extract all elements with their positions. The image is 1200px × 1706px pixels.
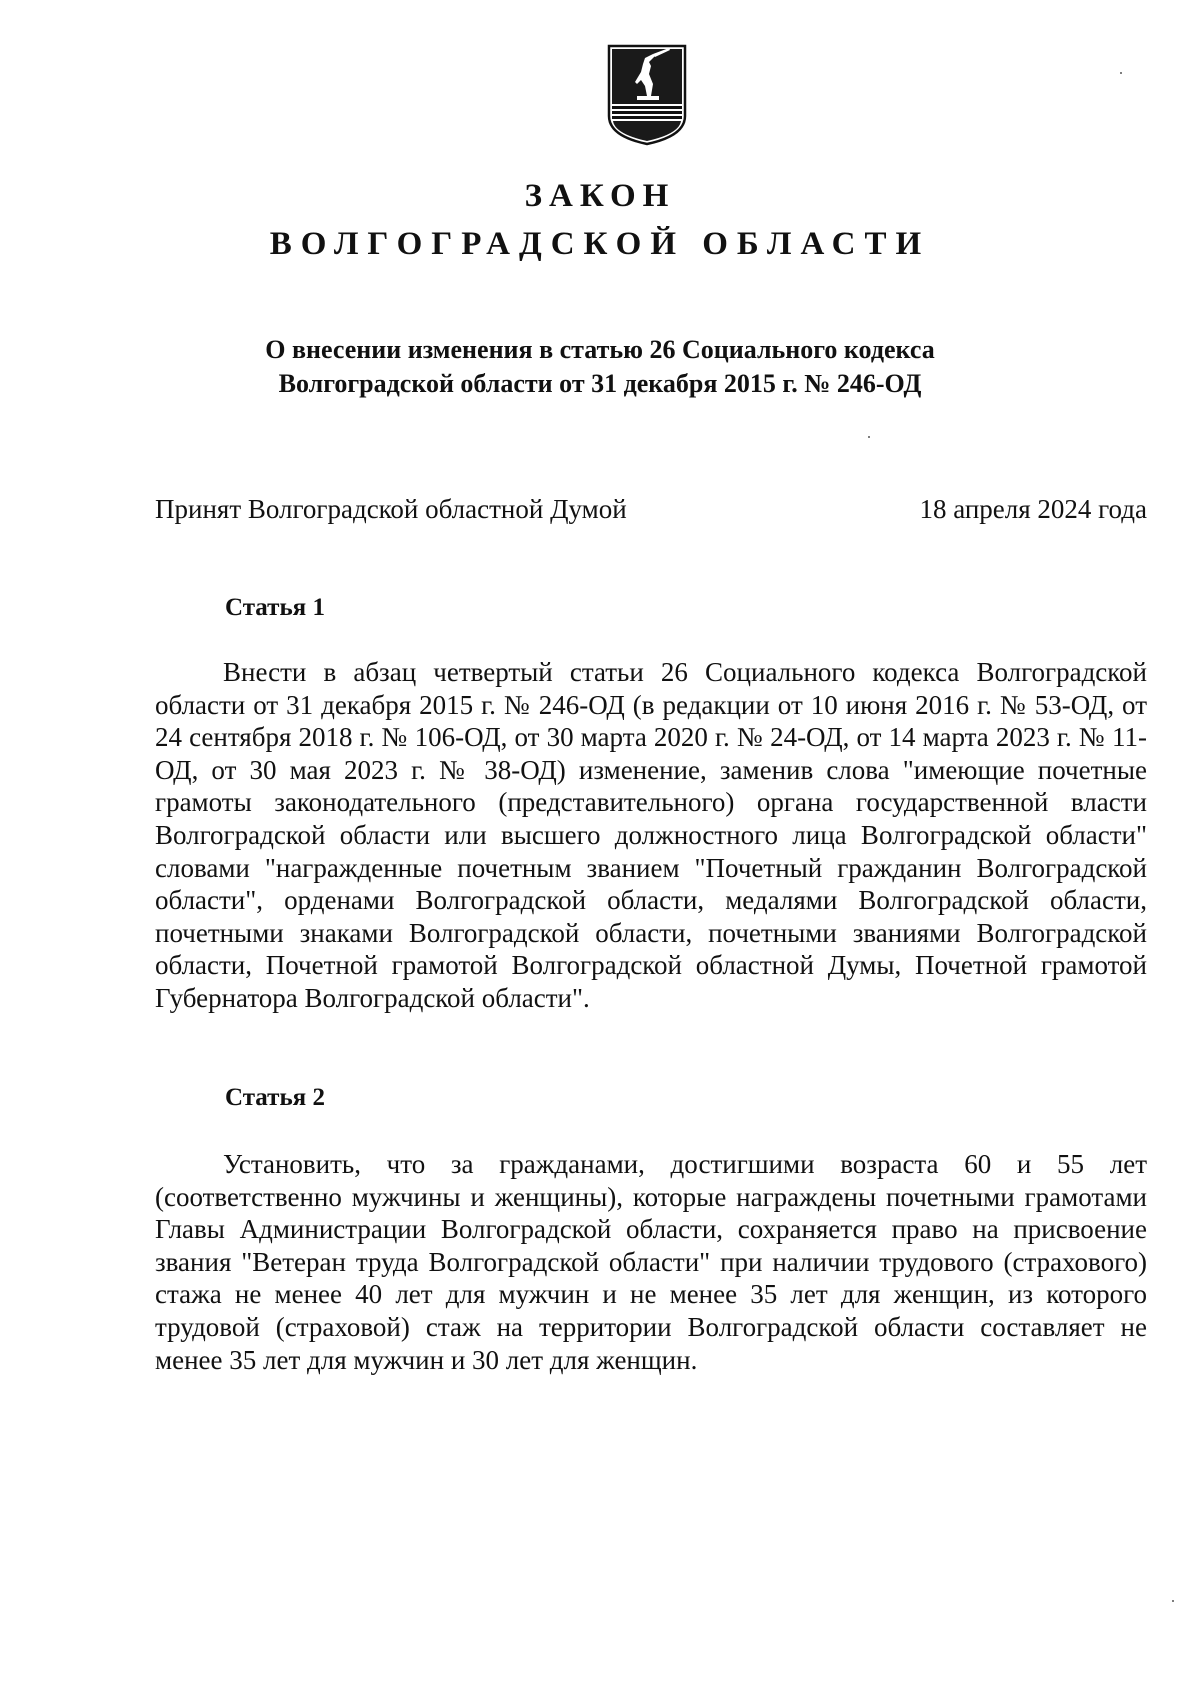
scan-speck (1120, 72, 1122, 74)
adoption-date: 18 апреля 2024 года (919, 494, 1147, 524)
law-region-title: ВОЛГОГРАДСКОЙ ОБЛАСТИ (269, 226, 931, 262)
law-title: ЗАКОН (524, 178, 676, 214)
law-subject (0, 333, 1200, 401)
article-1-heading: Статья 1 (225, 594, 325, 621)
law-subject-line-1: О внесении изменения в статью 26 Социального кодекса (265, 335, 935, 364)
law-subject-line-2: Волгоградской области от 31 декабря 2015 г. № 246-ОД (278, 369, 922, 398)
scan-speck (1172, 1600, 1174, 1602)
scan-speck (868, 436, 870, 438)
article-2-text: Установить, что за гражданами, достигшими возраста 60 и 55 лет (соответственно мужчины и женщины), которые награждены почетными грамотами Главы Администрации Волгоградской области, сохраняется право на присвоение звания "Ветеран труда Волгоградской области" при наличии трудового (страхового) стажа не менее 40 лет для мужчин и не менее 35 лет для женщин, из которого трудовой (страховой) стаж на территории Волгоградской области составляет не менее 35 лет для мужчин и 30 лет для женщин. (155, 1149, 1147, 1375)
adopted-by: Принят Волгоградской областной Думой (155, 494, 627, 524)
article-2-heading: Статья 2 (225, 1084, 325, 1111)
volgograd-coat-of-arms-icon (607, 44, 687, 146)
article-1-text: Внести в абзац четвертый статьи 26 Социального кодекса Волгоградской области от 31 декабря 2015 г. № 246-ОД (в редакции от 10 июня 2016 г. № 53-ОД, от 24 сентября 2018 г. № 106-ОД, от 30 марта 2020 г. № 24-ОД, от 14 марта 2023 г. № 11-ОД, от 30 мая 2023 г. № 38-ОД) изменение, заменив слова "имеющие почетные грамоты законодательного (представительного) органа государственной власти Волгоградской области или высшего должностного лица Волгоградской области" словами "награжденные почетным званием "Почетный гражданин Волгоградской области", орденами Волгоградской области, медалями Волгоградской области, почетными знаками Волгоградской области, почетными званиями Волгоградской области, Почетной грамотой Волгоградской областной Думы, Почетной грамотой Губернатора Волгоградской области". (155, 657, 1147, 1013)
